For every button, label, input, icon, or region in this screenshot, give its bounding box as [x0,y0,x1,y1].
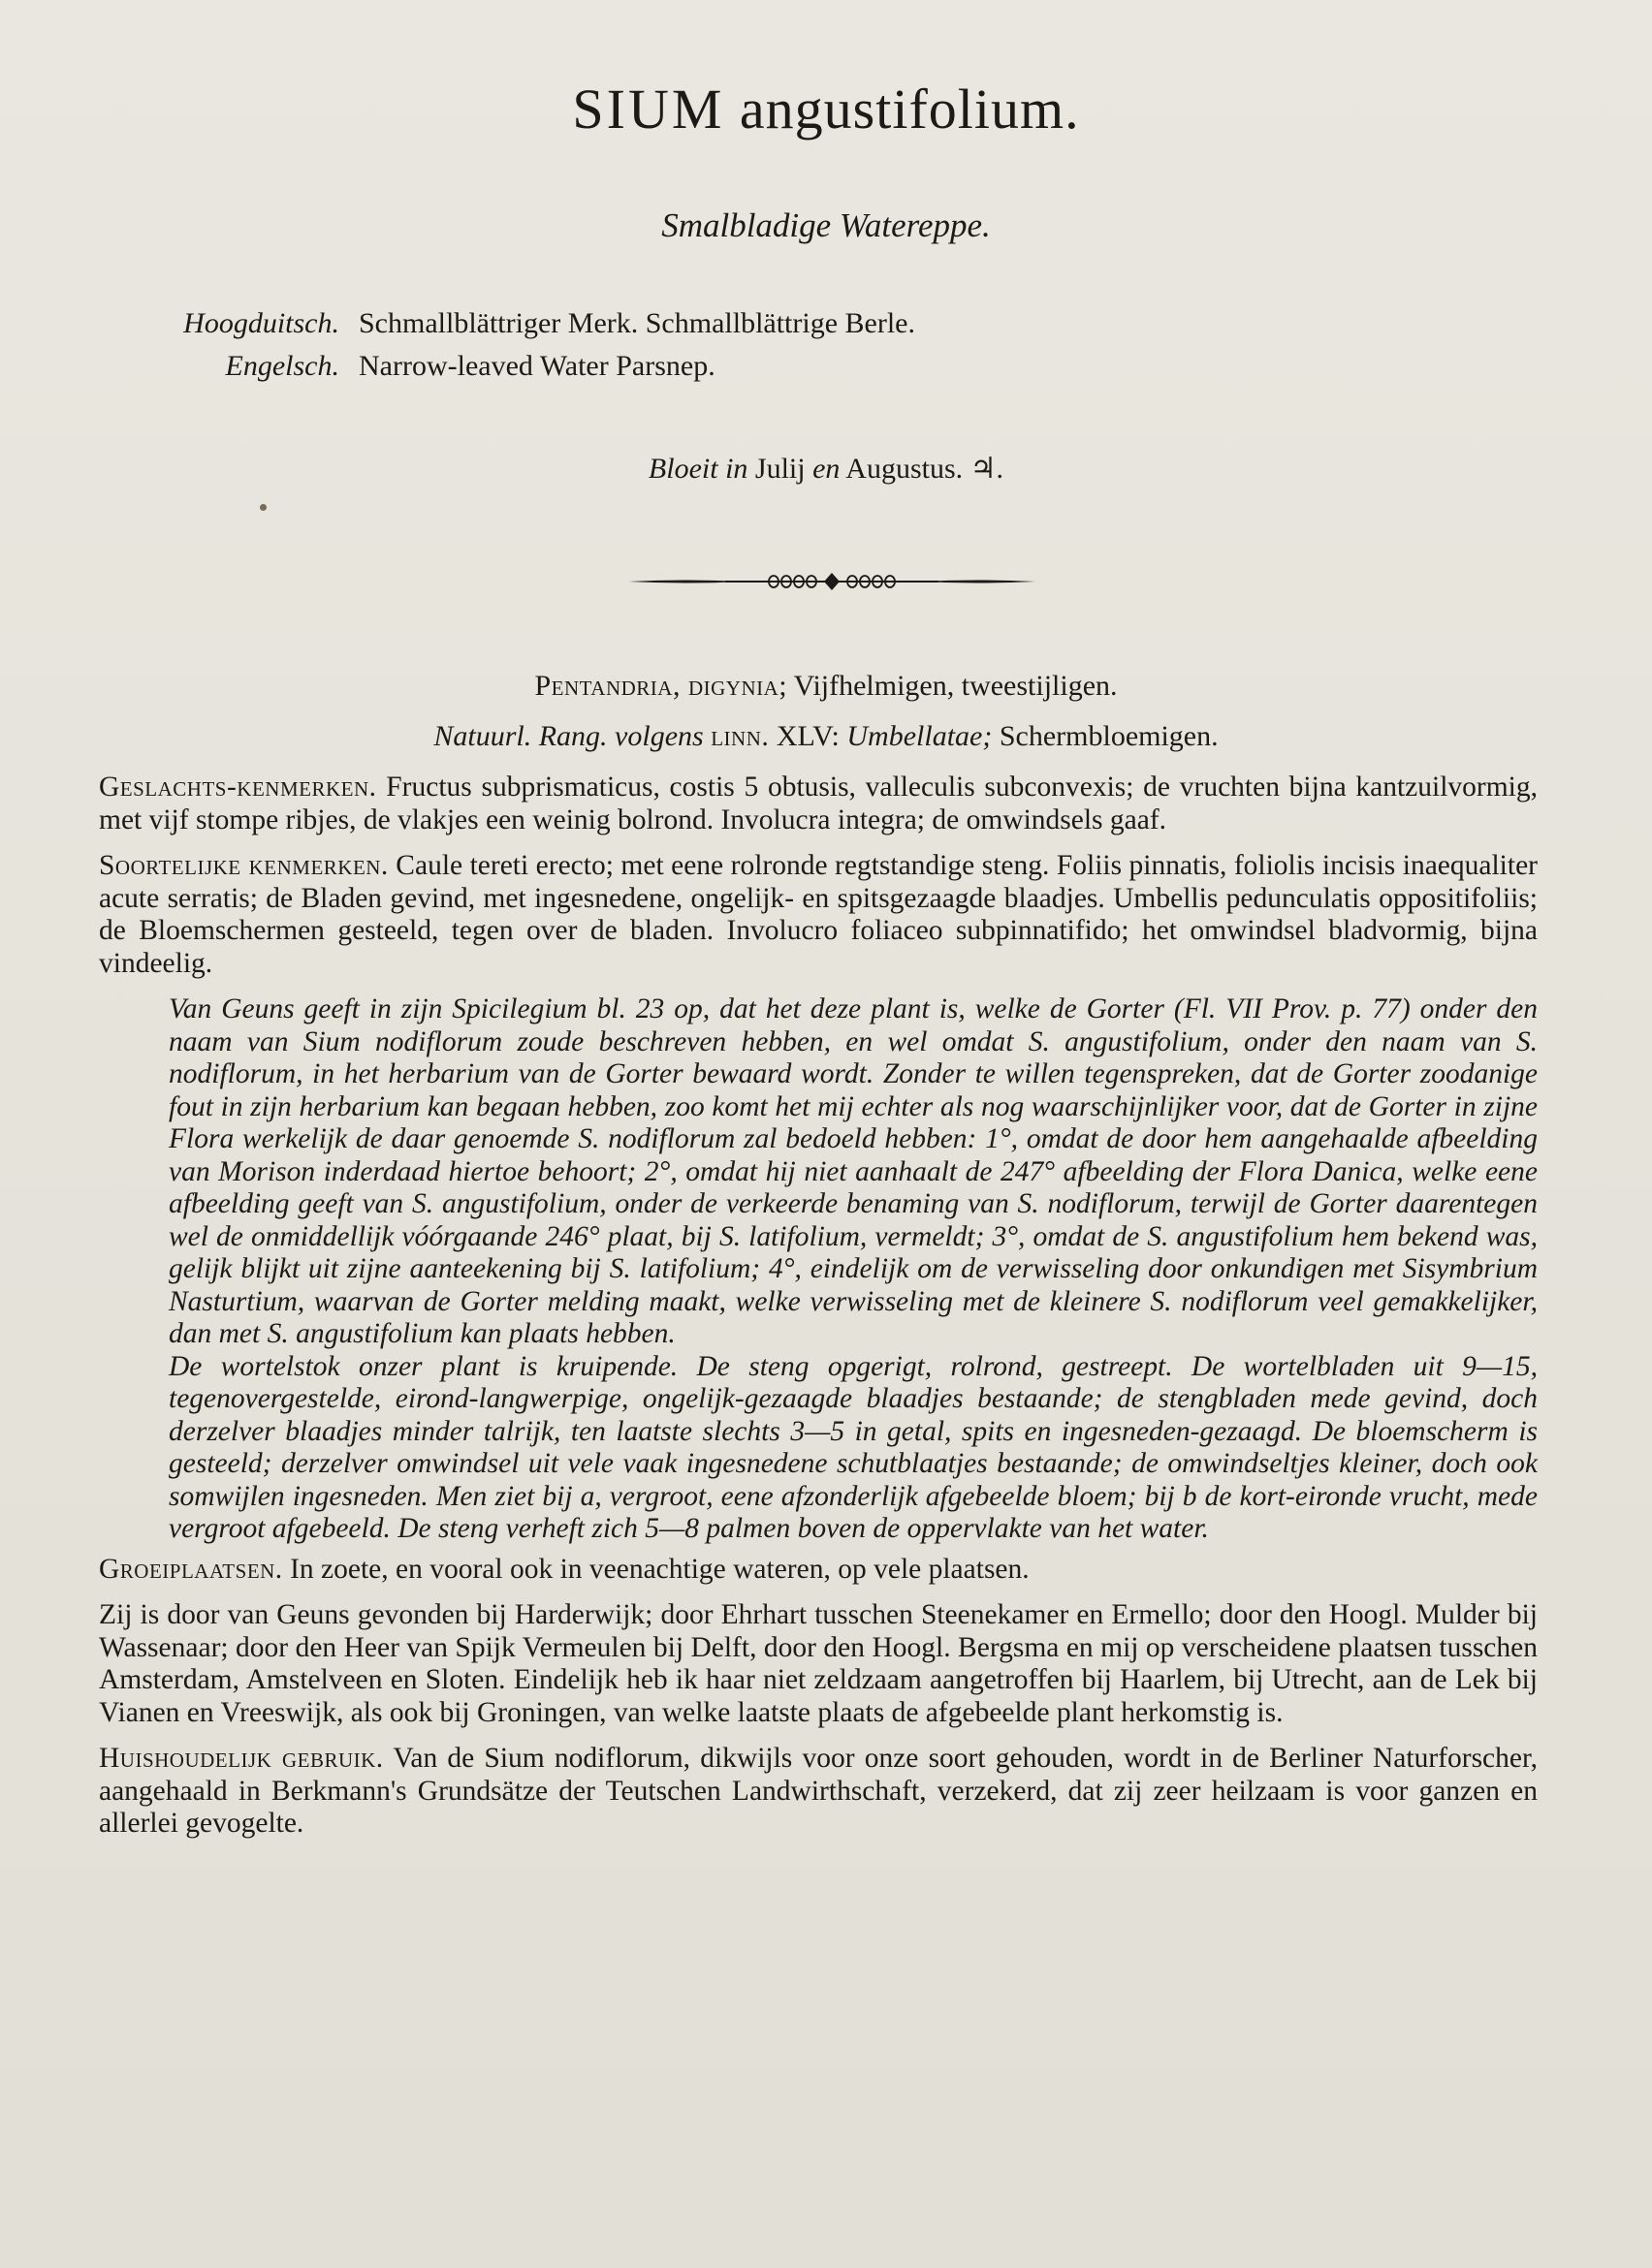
rank-family: Umbellatae; [846,720,993,752]
linnaean-class: Pentandria, digynia [534,670,779,702]
section-text: In zoete, en vooral ook in veenachtige wateren, op vele plaatsen. [290,1553,1030,1585]
name-row-english [126,345,1096,388]
rank-family-dutch: Schermbloemigen. [992,720,1219,752]
localities-paragraph: Zij is door van Geuns gevonden bij Harderwijk; door Ehrhart tusschen Steenekamer en Ermello; door den Hoogl. Mulder bij Wassenaar; door den Heer van Spijk Vermeulen bij Delft, door den Hoogl. Bergsma en mij op verscheidene plaatsen tusschen Amsterdam, Amstelveen en Sloten. Eindelijk heb ik haar niet zeldzaam aangetroffen bij Haarlem, bij Utrecht, aan de Lek bij Vianen en Vreeswijk, als ook bij Groningen, van welke laatste plaats de afgebeelde plant herkomstig is. [99,1599,1538,1728]
flowering-period [0,448,1652,490]
section-text: Caule tereti erecto; met eene rolronde regtstandige steng. Foliis pinnatis, foliolis incisis inaequaliter acute serratis; de Bladen gevind, met ingesnedene, ongelijk- en spitsgezaagde blaadjes. Umbellis pedunculatis oppositifoliis; de Bloemschermen gesteeld, tegen over de bladen. Involucro foliaceo subpinnatifido; het omwindsel bladvormig, bijna vindeelig. [99,850,1538,979]
classification-line [0,665,1652,708]
bloom-in: in [725,453,748,485]
main-text [99,772,1538,1854]
title-species: angustifolium. [739,78,1080,141]
ornament-divider [628,568,1035,595]
genus-characters-paragraph [99,772,1538,836]
ink-speck [260,504,267,511]
species-characters-paragraph [99,850,1538,980]
vernacular-names [126,302,1096,388]
bloom-en: en [812,453,841,485]
perennial-symbol: ♃. [969,453,1004,485]
rank-label: Natuurl. Rang. volgens [433,720,704,752]
page-title [0,76,1652,143]
section-label: Huishoudelijk gebruik. [99,1743,384,1774]
natural-rank-line [0,715,1652,758]
bloom-label: Bloeit [648,453,718,485]
name-text: Narrow-leaved Water Parsnep. [359,350,715,382]
economic-use-paragraph [99,1743,1538,1841]
habitat-paragraph [99,1554,1538,1587]
dutch-name: Smalbladige Watereppe. [661,206,991,244]
name-row-german [126,302,1096,345]
section-label: Soortelijke kenmerken. [99,850,389,881]
language-label: Hoogduitsch. [183,307,339,339]
rank-author: linn. [711,720,770,752]
section-text: Van de Sium nodiflorum, dikwijls voor onze soort gehouden, wordt in de Berliner Naturforscher, aangehaald in Berkmann's Grundsätze der Teutschen Landwirthschaft, verzekerd, dat zij zeer heilzaam is voor ganzen en allerlei gevogelte. [99,1743,1539,1839]
section-label: Groeiplaatsen. [99,1553,283,1585]
section-label: Geslachts-kenmerken. [99,772,377,803]
rank-number: XLV: [769,720,847,752]
language-label: Engelsch. [225,350,339,382]
bloom-month-2: Augustus. [845,453,964,485]
title-genus: SIUM [572,78,725,141]
name-text: Schmallblättriger Merk. Schmallblättrige Berle. [359,307,915,339]
linnaean-class-dutch: ; Vijfhelmigen, tweestijligen. [778,670,1118,702]
synonymy-note-paragraph: Van Geuns geeft in zijn Spicilegium bl. 23 op, dat het deze plant is, welke de Gorter (Fl. VII Prov. p. 77) onder den naam van Sium nodiflorum zoude beschreven hebben, en wel omdat S. angustifolium, onder den naam van S. nodiflorum, in het herbarium van de Gorter bewaard wordt. Zonder te willen tegenspreken, dat de Gorter zoodanige fout in zijn herbarium kan begaan hebben, zoo komt het mij echter als nog waarschijnlijker voor, dat de Gorter in zijne Flora werkelijk de daar genoemde S. nodiflorum zal bedoeld hebben: 1°, omdat de door hem aangehaalde afbeelding van Morison inderdaad hiertoe behoort; 2°, omdat hij niet aanhaalt de 247° afbeelding der Flora Danica, welke eene afbeelding geeft van S. angustifolium, onder de verkeerde benaming van S. nodiflorum, terwijl de Gorter daarentegen wel de onmiddellijk vóórgaande 246° plaat, bij S. latifolium, vermeldt; 3°, omdat de S. angustifolium hem bekend was, gelijk blijkt uit zijne aanteekening bij S. latifolium; 4°, eindelijk om de verwisseling door onkundigen met Sisymbrium Nasturtium, waarvan de Gorter melding maakt, welke verwisseling met de kleinere S. nodiflorum veel gemakkelijker, dan met S. angustifolium kan plaats hebben. [169,993,1538,1349]
section-text: Fructus subprismaticus, costis 5 obtusis, valleculis subconvexis; de vruchten bijna kantzuilvormig, met vijf stompe ribjes, de vlakjes een weinig bolrond. Involucra integra; de omwindsels gaaf. [99,772,1539,835]
bloom-month-1: Julij [754,453,806,485]
description-paragraph: De wortelstok onzer plant is kruipende. De steng opgerigt, rolrond, gestreept. De wortelbladen uit 9—15, tegenovergestelde, eirond-langwerpige, ongelijk-gezaagde blaadjes bestaande; de stengbladen mede gevind, doch derzelver blaadjes minder talrijk, ten laatste slechts 3—5 in getal, spits en ingesneden-gezaagd. De bloemscherm is gesteeld; derzelver omwindsel uit vele vaak ingesnedene schutblaatjes bestaande; de omwindseltjes kleiner, doch ook somwijlen ingesneden. Men ziet bij a, vergroot, eene afzonderlijk afgebeelde bloem; bij b de kort-eironde vrucht, mede vergroot afgebeeld. De steng verheft zich 5—8 palmen boven de oppervlakte van het water. [169,1350,1538,1544]
